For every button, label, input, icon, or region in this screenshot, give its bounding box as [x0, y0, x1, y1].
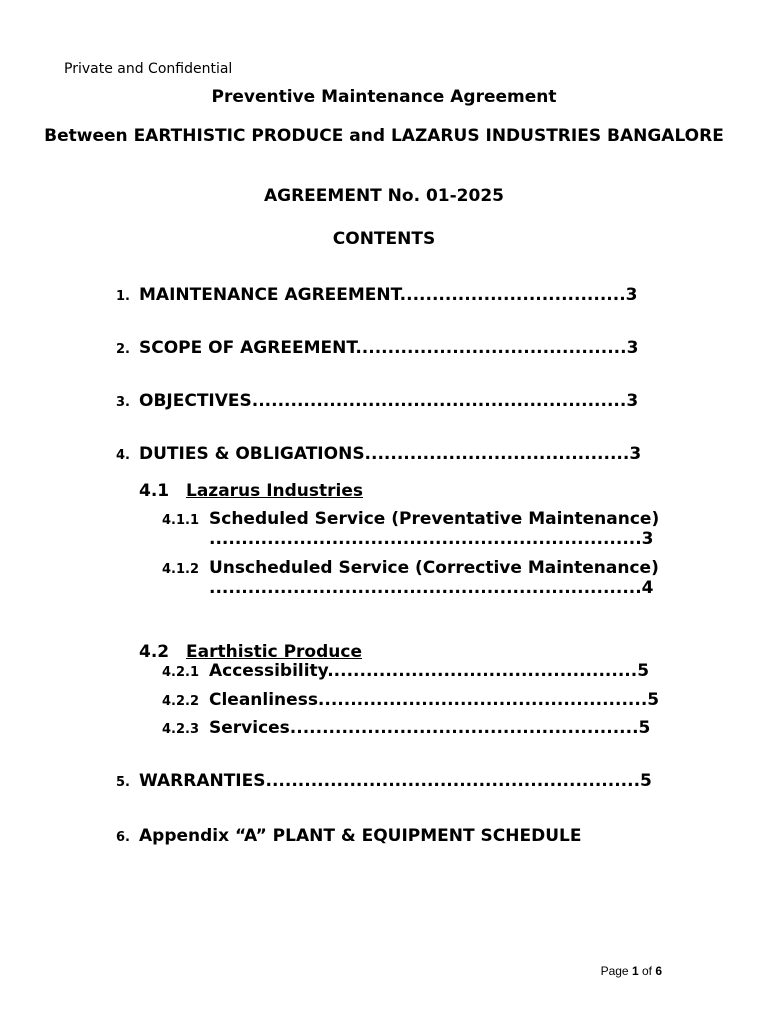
agreement-number: AGREEMENT No. 01-2025 [263, 186, 504, 206]
toc-number: 4. [116, 448, 130, 463]
toc-number: 6. [116, 830, 130, 845]
toc-number: 3. [116, 395, 130, 410]
toc-entry: OBJECTIVES..........................................................3 [139, 391, 639, 411]
toc-entry: WARRANTIES..........................................................5 [139, 771, 652, 791]
subsection-leader: ...................................................................3 [209, 529, 654, 549]
footer-total-pages: 6 [655, 964, 662, 978]
toc-number: 1. [116, 289, 130, 304]
toc-entry: SCOPE OF AGREEMENT..........................................3 [139, 338, 639, 358]
toc-entry: MAINTENANCE AGREEMENT...................................3 [139, 285, 638, 305]
subsection-number: 4.1.1 [162, 513, 200, 528]
document-title: Preventive Maintenance Agreement [211, 87, 557, 107]
subsection-title: Accessibility................................................5 [209, 661, 650, 681]
contents-heading: CONTENTS [332, 229, 436, 249]
subsection-title: Cleanliness...................................................5 [209, 690, 660, 710]
page-footer [601, 964, 662, 978]
toc-number: 2. [116, 342, 130, 357]
section-title: Lazarus Industries [186, 481, 363, 501]
subsection-number: 4.2.2 [162, 694, 200, 709]
toc-entry: Appendix “A” PLANT & EQUIPMENT SCHEDULE [139, 826, 582, 846]
subsection-title: Services......................................................5 [209, 718, 651, 738]
section-number: 4.1 [139, 481, 170, 501]
subsection-title: Unscheduled Service (Corrective Maintenance) [209, 558, 659, 578]
parties-line: Between EARTHISTIC PRODUCE and LAZARUS INDUSTRIES BANGALORE [44, 126, 724, 146]
toc-number: 5. [116, 775, 130, 790]
section-title: Earthistic Produce [186, 642, 362, 662]
footer-of: of [638, 964, 656, 978]
subsection-number: 4.1.2 [162, 562, 200, 577]
footer-current-page: 1 [631, 964, 639, 978]
toc-entry: DUTIES & OBLIGATIONS.........................................3 [139, 444, 642, 464]
subsection-title: Scheduled Service (Preventative Maintenance) [209, 509, 660, 529]
subsection-number: 4.2.1 [162, 665, 200, 680]
header-note: Private and Confidential [64, 61, 233, 77]
subsection-leader: ...................................................................4 [209, 578, 654, 598]
subsection-number: 4.2.3 [162, 722, 200, 737]
footer-prefix: Page [600, 964, 632, 978]
section-number: 4.2 [139, 642, 170, 662]
